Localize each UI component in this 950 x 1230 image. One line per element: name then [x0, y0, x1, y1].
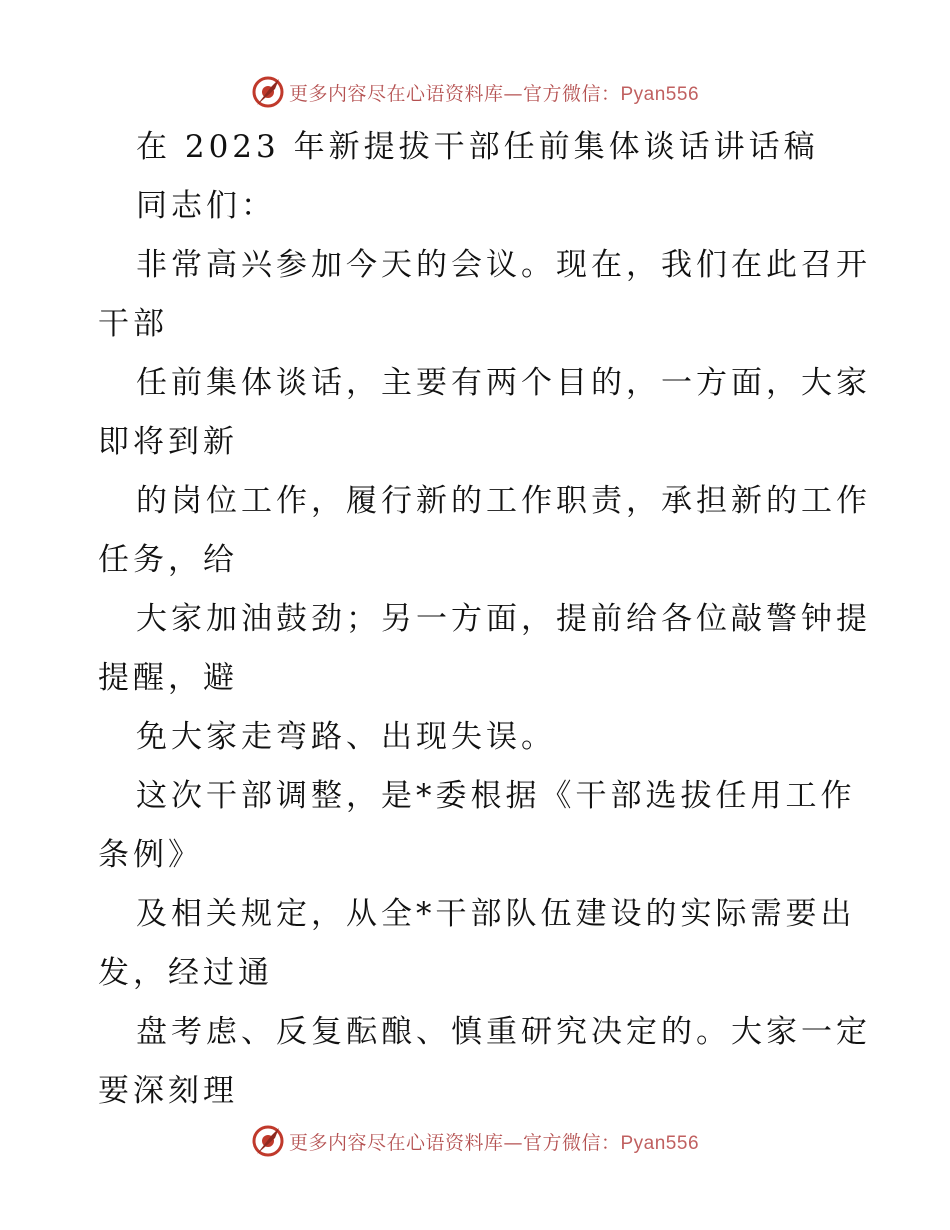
text-line: 发，经过通	[98, 955, 273, 991]
text-line: 任前集体谈话，主要有两个目的，一方面，大家	[136, 365, 871, 401]
text-line: 同志们：	[136, 188, 276, 224]
quill-logo-icon	[251, 75, 285, 109]
document-title: 在 2023 年新提拔干部任前集体谈话讲话稿	[136, 129, 819, 165]
document-body	[98, 118, 871, 1121]
text-line: 盘考虑、反复酝酿、慎重研究决定的。大家一定	[136, 1014, 871, 1050]
document-lines	[98, 177, 871, 1121]
text-line: 非常高兴参加今天的会议。现在，我们在此召开	[136, 247, 871, 283]
text-line: 大家加油鼓劲；另一方面，提前给各位敲警钟提	[136, 601, 871, 637]
text-line: 的岗位工作，履行新的工作职责，承担新的工作	[136, 483, 871, 519]
text-line: 提醒，避	[98, 660, 238, 696]
banner-wechat-id: Pyan556	[620, 1132, 700, 1154]
text-line: 干部	[98, 306, 168, 342]
header-watermark-banner	[0, 72, 950, 112]
banner-wechat-id: Pyan556	[620, 83, 700, 105]
text-line: 即将到新	[98, 424, 238, 460]
text-line: 任务，给	[98, 542, 238, 578]
text-line: 条例》	[98, 837, 203, 873]
banner-text: 更多内容尽在心语资料库—官方微信：	[288, 82, 621, 105]
text-line: 要深刻理	[98, 1073, 238, 1109]
footer-watermark-banner	[0, 1121, 950, 1161]
banner-text: 更多内容尽在心语资料库—官方微信：	[288, 1131, 621, 1154]
text-line: 及相关规定，从全*干部队伍建设的实际需要出	[136, 896, 856, 932]
quill-logo-icon	[251, 1124, 285, 1158]
text-line: 这次干部调整，是*委根据《干部选拔任用工作	[136, 778, 856, 814]
text-line: 免大家走弯路、出现失误。	[136, 719, 556, 755]
